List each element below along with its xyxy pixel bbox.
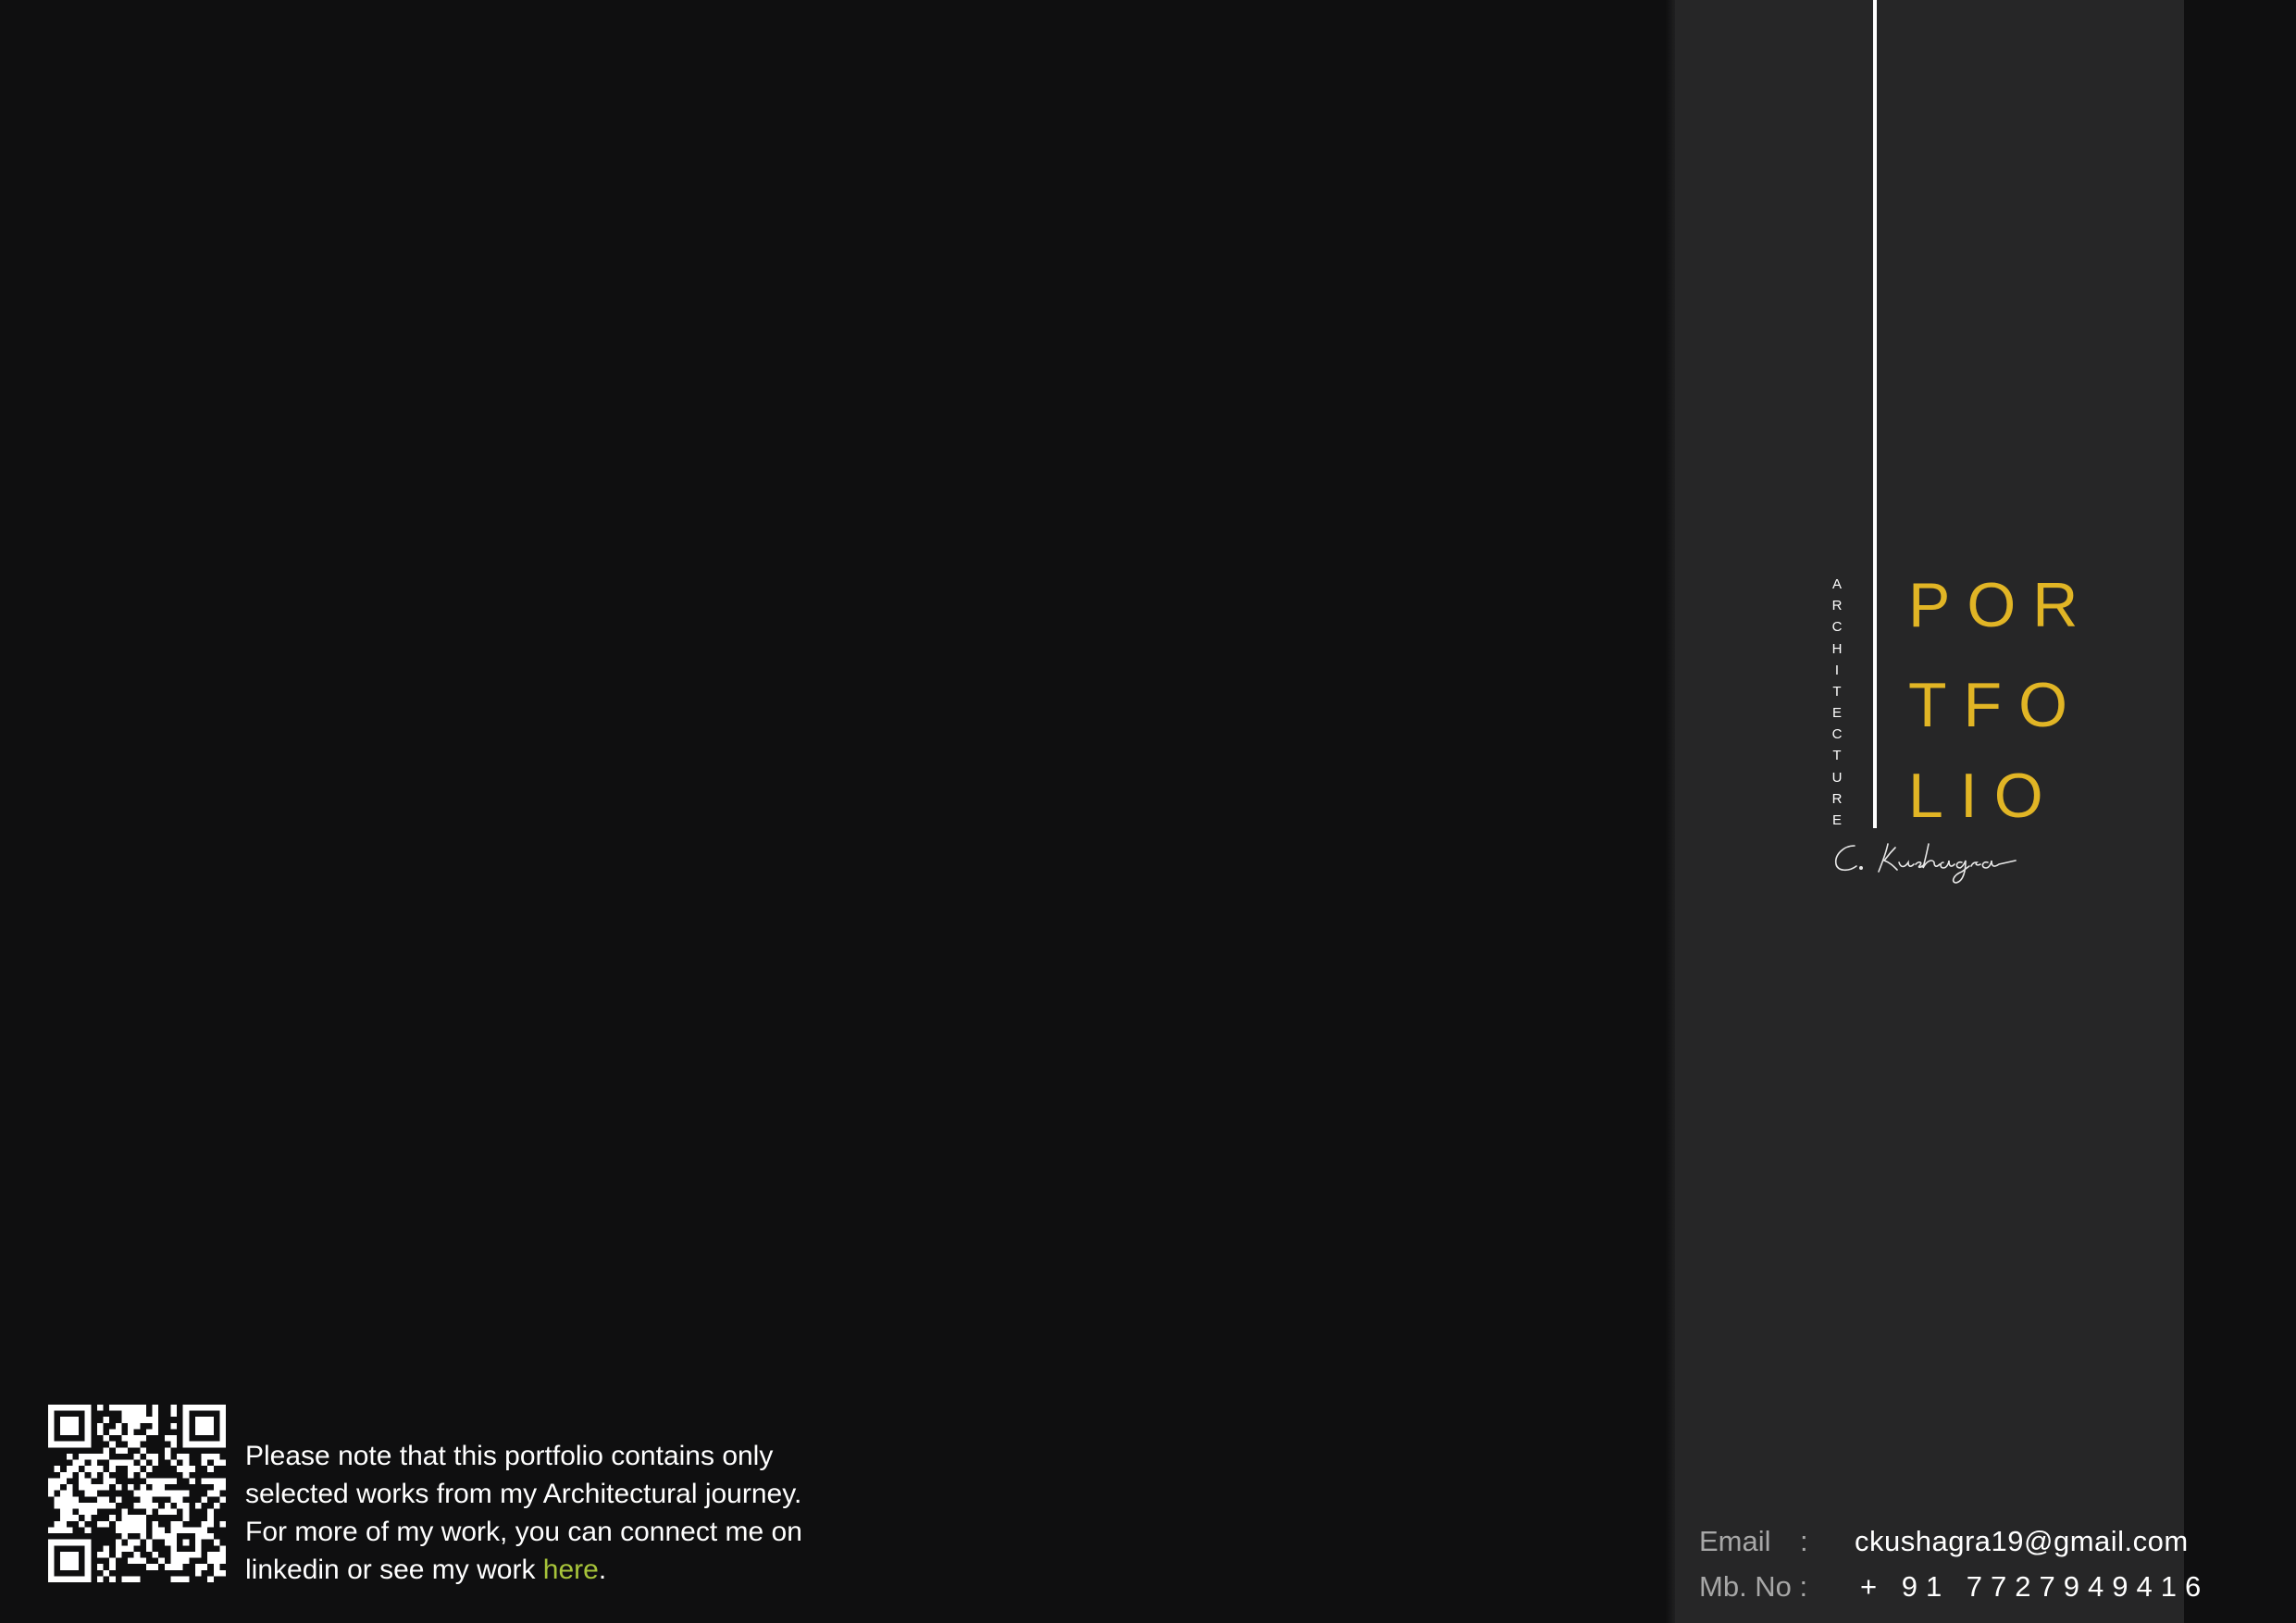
vertical-letter: E [1831,705,1842,722]
phone-label: Mb. No : [1699,1570,1808,1603]
vertical-letter: U [1831,769,1843,786]
architecture-vertical-label [1823,577,1851,827]
portfolio-title-line-3: LIO [1908,761,2060,831]
vertical-letter: E [1831,812,1842,828]
vertical-letter: A [1831,576,1842,592]
note-line [245,1551,875,1589]
email-separator: : [1800,1525,1808,1557]
note-line: Please note that this portfolio contains only [245,1441,774,1471]
email-value[interactable]: ckushagra19@gmail.com [1855,1525,2189,1557]
work-link[interactable]: here [542,1555,599,1585]
portfolio-note [245,1437,875,1589]
email-label: Email [1699,1525,1771,1557]
vertical-letter: R [1831,790,1843,807]
vertical-letter: C [1831,726,1843,743]
phone-value[interactable]: + 91 7727949416 [1860,1570,2210,1603]
note-line: For more of my work, you can connect me on [245,1517,802,1547]
vertical-letter: I [1834,662,1840,678]
vertical-letter: T [1832,683,1842,700]
note-line-end: . [598,1555,607,1585]
vertical-letter: H [1831,640,1843,657]
qr-code-icon[interactable] [48,1405,226,1582]
portfolio-title-line-2: TFO [1908,670,2084,740]
vertical-letter: T [1832,748,1842,764]
vertical-divider-line [1873,0,1877,828]
signature-logo [1831,833,2043,888]
vertical-letter: R [1831,598,1843,614]
vertical-letter: C [1831,619,1843,636]
note-line: selected works from my Architectural journey. [245,1479,802,1509]
note-line-text: linkedin or see my work [245,1555,543,1585]
portfolio-title-line-1: POR [1908,570,2095,640]
